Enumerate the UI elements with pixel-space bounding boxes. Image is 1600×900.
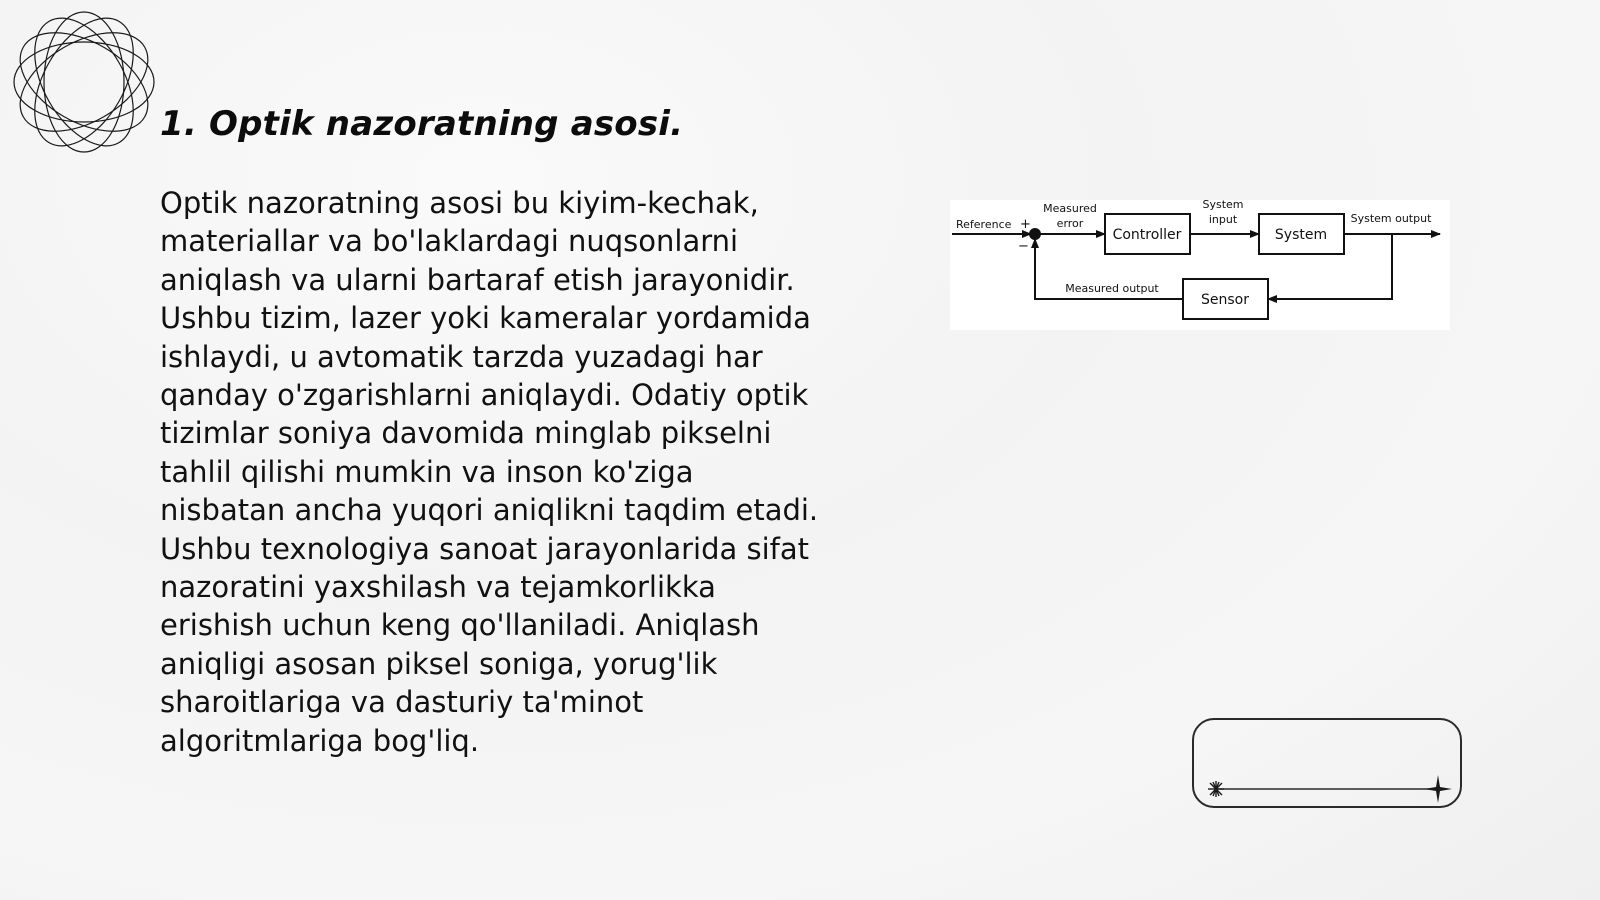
slide-title: 1. Optik nazoratning asosi. bbox=[160, 104, 684, 144]
system-input-label-2: input bbox=[1208, 213, 1238, 226]
body-line: aniqlash va ularni bartaraf etish jarayonidir. bbox=[160, 262, 795, 297]
body-line: nazoratini yaxshilash va tejamkorlikka bbox=[160, 570, 716, 605]
system-output-label: System output bbox=[1350, 212, 1432, 225]
body-line: nisbatan ancha yuqori aniqlikni taqdim etadi. bbox=[160, 493, 819, 528]
measured-error-label: Measured bbox=[1043, 202, 1097, 215]
body-line: Optik nazoratning asosi bu kiyim-kechak, bbox=[160, 186, 759, 220]
body-line: erishish uchun keng qo'llaniladi. Aniqlash bbox=[160, 608, 760, 643]
body-line: Ushbu tizim, lazer yoki kameralar yordamida bbox=[160, 301, 811, 336]
control-loop-diagram-svg bbox=[950, 200, 1450, 330]
control-loop-diagram bbox=[950, 200, 1450, 330]
minus-sign: − bbox=[1018, 239, 1029, 254]
body-paragraph bbox=[160, 184, 860, 760]
feedback-to-sensor-arrow bbox=[1268, 234, 1392, 299]
body-line: tizimlar soniya davomida minglab pikselni bbox=[160, 416, 772, 451]
body-line: ishlaydi, u avtomatik tarzda yuzadagi har bbox=[160, 339, 763, 374]
system-label: System bbox=[1274, 227, 1328, 243]
body-line: sharoitlariga va dasturiy ta'minot bbox=[160, 685, 644, 720]
measured-output-label: Measured output bbox=[1065, 282, 1159, 295]
star-cross-icon bbox=[1424, 775, 1452, 803]
sparkle-icon bbox=[1208, 781, 1224, 797]
body-line: algoritmlariga bog'liq. bbox=[160, 723, 480, 758]
rosette-logo-icon bbox=[10, 8, 158, 156]
body-line: tahlil qilishi mumkin va inson ko'ziga bbox=[160, 454, 694, 489]
body-line: qanday o'zgarishlarni aniqlaydi. Odatiy optik bbox=[160, 378, 809, 413]
body-line: aniqligi asosan piksel soniga, yorug'lik bbox=[160, 646, 718, 681]
body-line: Ushbu texnologiya sanoat jarayonlarida sifat bbox=[160, 531, 810, 566]
system-input-label: System bbox=[1202, 200, 1244, 211]
reference-label: Reference bbox=[956, 218, 1012, 231]
plus-sign: + bbox=[1020, 217, 1031, 232]
body-line: materiallar va bo'laklardagi nuqsonlarni bbox=[160, 224, 739, 259]
decorative-frame bbox=[1192, 718, 1462, 808]
decorative-line-svg bbox=[1194, 720, 1464, 810]
measured-error-label-2: error bbox=[1056, 217, 1084, 230]
sensor-label: Sensor bbox=[1201, 292, 1249, 308]
controller-label: Controller bbox=[1112, 227, 1182, 243]
